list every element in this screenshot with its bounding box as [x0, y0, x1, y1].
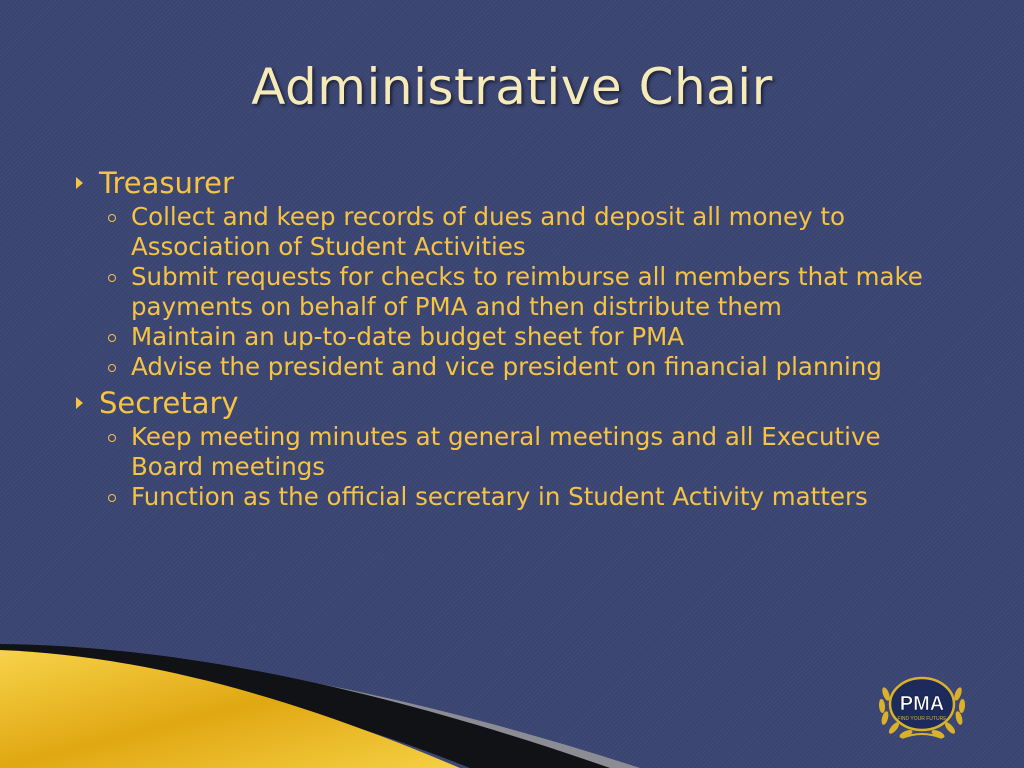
list-item: [108, 202, 974, 262]
list-item: [108, 322, 974, 352]
list-item-text: Maintain an up-to-date budget sheet for PMA: [131, 322, 685, 351]
ring-bullet-icon: [108, 334, 116, 342]
section-treasurer: [74, 164, 974, 382]
list-item: [108, 422, 974, 482]
list-item-text: Advise the president and vice president on financial planning: [131, 352, 882, 381]
ring-bullet-icon: [108, 494, 116, 502]
section-header: [74, 384, 974, 422]
arrow-bullet-icon: [76, 177, 83, 189]
list-item-text: Keep meeting minutes at general meetings and all Executive Board meetings: [131, 422, 881, 481]
section-label: Secretary: [99, 386, 239, 420]
section-header: [74, 164, 974, 202]
section-secretary: [74, 384, 974, 512]
ring-bullet-icon: [108, 434, 116, 442]
section-label: Treasurer: [99, 166, 234, 200]
slide-title: Administrative Chair: [251, 58, 773, 116]
arrow-bullet-icon: [76, 397, 83, 409]
ring-bullet-icon: [108, 274, 116, 282]
list-item: [108, 262, 974, 322]
ring-bullet-icon: [108, 214, 116, 222]
list-item: [108, 482, 974, 512]
bullet-list: [74, 164, 974, 512]
list-item: [108, 352, 974, 382]
list-item-text: Function as the official secretary in Student Activity matters: [131, 482, 868, 511]
ring-bullet-icon: [108, 364, 116, 372]
pma-logo: [872, 664, 972, 744]
logo-text: PMA: [899, 693, 945, 715]
logo-tagline: FIND YOUR FUTURE: [897, 716, 947, 722]
list-item-text: Submit requests for checks to reimburse all members that make payments on behalf of PMA and then distribute them: [131, 262, 923, 321]
list-item-text: Collect and keep records of dues and deposit all money to Association of Student Activities: [131, 202, 846, 261]
